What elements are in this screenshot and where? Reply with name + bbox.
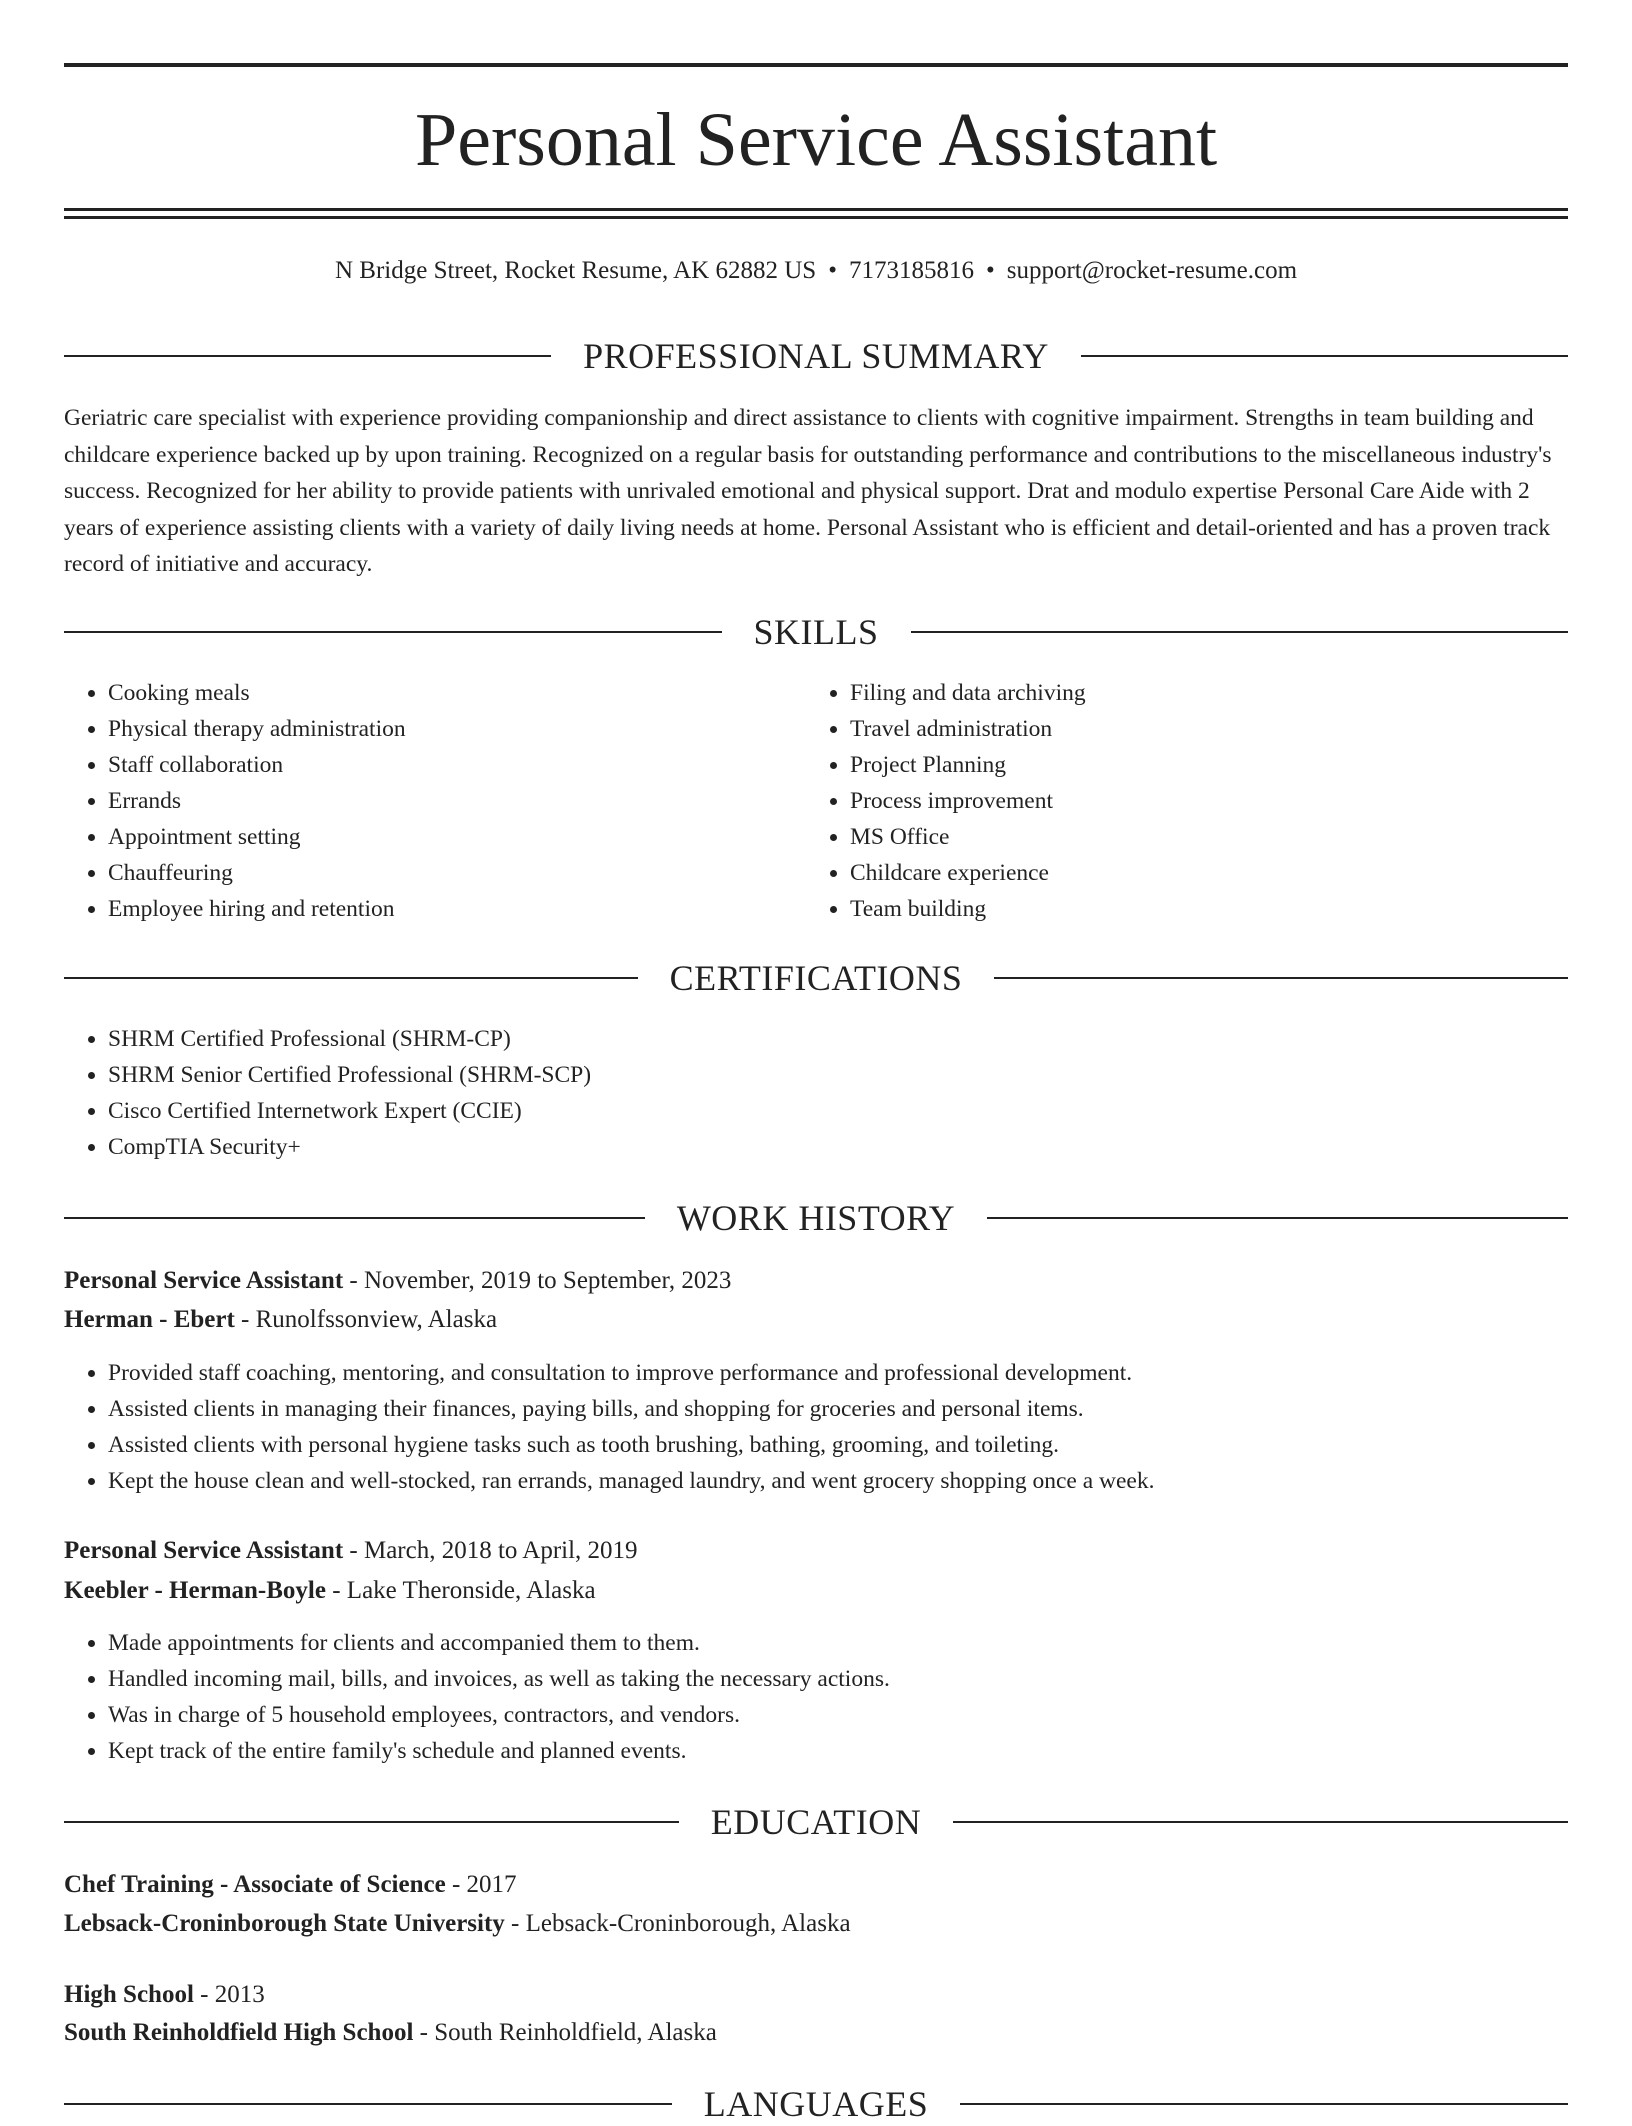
title-rule-upper bbox=[64, 208, 1568, 211]
job-title: Personal Service Assistant bbox=[64, 1267, 344, 1294]
section-heading-summary bbox=[64, 334, 1568, 378]
skill-item: • Employee hiring and retention bbox=[108, 891, 804, 927]
heading-rule-right bbox=[911, 631, 1569, 633]
education-year: - 2013 bbox=[193, 1981, 265, 2008]
job-duty-item: • Kept the house clean and well-stocked, ran errands, managed laundry, and went grocery shopping once a week. bbox=[108, 1463, 1568, 1499]
skill-item: • Team building bbox=[850, 891, 1546, 927]
contact-separator: • bbox=[828, 257, 837, 284]
contact-separator: • bbox=[985, 257, 995, 284]
skill-item: • Filing and data archiving bbox=[850, 675, 1546, 711]
skill-item: • Process improvement bbox=[850, 783, 1546, 819]
education-school-line bbox=[64, 2014, 1568, 2052]
certification-item: • CompTIA Security+ bbox=[108, 1129, 591, 1165]
section-heading-skills bbox=[64, 610, 1568, 654]
summary-text: Geriatric care specialist with experience providing companionship and direct assistance to clients with cognitive impairment. Strengths in team building and childcare experience backed up by upon training. Recognized on a regular basis for outstanding performance and contributions to the miscellaneous industry's success. Recognized for her ability to provide patients with unrivaled emotional and physical support. Drat and modulo expertise Personal Care Aide with 2 years of experience assisting clients with a variety of daily living needs at home. Personal Assistant who is efficient and detail-oriented and has a proven track record of initiative and accuracy. bbox=[64, 405, 1552, 577]
section-title-education: EDUCATION bbox=[710, 1802, 922, 1842]
title-rule-lower bbox=[64, 216, 1568, 219]
job-duty-item: • Assisted clients with personal hygiene tasks such as tooth brushing, bathing, grooming, and toileting. bbox=[108, 1427, 1568, 1463]
education-degree-line bbox=[64, 1866, 1568, 1904]
certification-item: • Cisco Certified Internetwork Expert (CCIE) bbox=[108, 1093, 591, 1129]
skill-item: • Childcare experience bbox=[850, 855, 1546, 891]
heading-rule-left bbox=[64, 1821, 679, 1823]
certification-item: • SHRM Certified Professional (SHRM-CP) bbox=[108, 1021, 591, 1057]
contact-phone: 7173185816 bbox=[848, 257, 974, 284]
section-heading-education bbox=[64, 1800, 1568, 1844]
heading-rule-left bbox=[64, 2103, 672, 2105]
skill-item: • Appointment setting bbox=[108, 819, 804, 855]
contact-address: N Bridge Street, Rocket Resume, AK 62882 US bbox=[334, 257, 817, 284]
heading-rule-right bbox=[994, 977, 1568, 979]
job-duties-list bbox=[64, 1355, 1568, 1499]
job-company-line bbox=[64, 1572, 1568, 1610]
section-title-languages: LANGUAGES bbox=[703, 2084, 929, 2124]
education-school: Lebsack-Croninborough State University bbox=[64, 1910, 505, 1937]
contact-email: support@rocket-resume.com bbox=[1006, 257, 1298, 284]
education-school: South Reinholdfield High School bbox=[64, 2019, 414, 2046]
resume-title: Personal Service Assistant bbox=[414, 98, 1218, 182]
heading-rule-left bbox=[64, 1217, 645, 1219]
skill-item: • Staff collaboration bbox=[108, 747, 804, 783]
skill-item: • MS Office bbox=[850, 819, 1546, 855]
heading-rule-left bbox=[64, 977, 638, 979]
education-degree: Chef Training - Associate of Science bbox=[64, 1871, 446, 1898]
job-duty-item: • Provided staff coaching, mentoring, and consultation to improve performance and professional development. bbox=[108, 1355, 1568, 1391]
heading-rule-right bbox=[987, 1217, 1568, 1219]
heading-rule-left bbox=[64, 631, 722, 633]
job-company-line bbox=[64, 1301, 1568, 1339]
section-heading-work-history bbox=[64, 1196, 1568, 1240]
section-title-summary: PROFESSIONAL SUMMARY bbox=[583, 336, 1049, 376]
certification-item: • SHRM Senior Certified Professional (SHRM-SCP) bbox=[108, 1057, 591, 1093]
skill-item: • Chauffeuring bbox=[108, 855, 804, 891]
section-title-work-history: WORK HISTORY bbox=[676, 1198, 956, 1238]
heading-rule-right bbox=[960, 2103, 1568, 2105]
contact-line bbox=[64, 253, 1568, 289]
job-location: - Lake Theronside, Alaska bbox=[325, 1577, 596, 1604]
job-company: Keebler - Herman-Boyle bbox=[64, 1577, 326, 1604]
job-location: - Runolfssonview, Alaska bbox=[234, 1306, 498, 1333]
top-rule bbox=[64, 63, 1568, 67]
skill-item: • Errands bbox=[108, 783, 804, 819]
education-year: - 2017 bbox=[445, 1871, 517, 1898]
section-heading-languages bbox=[64, 2082, 1568, 2126]
job-title-line bbox=[64, 1262, 1568, 1300]
heading-rule-left bbox=[64, 355, 551, 357]
section-title-certifications: CERTIFICATIONS bbox=[669, 958, 963, 998]
job-duty-item: • Kept track of the entire family's schedule and planned events. bbox=[108, 1733, 1568, 1769]
heading-rule-right bbox=[1081, 355, 1568, 357]
skills-column-right bbox=[806, 675, 1546, 927]
skill-item: • Cooking meals bbox=[108, 675, 804, 711]
job-duty-item: • Handled incoming mail, bills, and invoices, as well as taking the necessary actions. bbox=[108, 1661, 1568, 1697]
job-dates: - November, 2019 to September, 2023 bbox=[343, 1267, 732, 1294]
education-degree: High School bbox=[64, 1981, 194, 2008]
education-school-line bbox=[64, 1905, 1568, 1943]
education-location: - South Reinholdfield, Alaska bbox=[413, 2019, 717, 2046]
education-location: - Lebsack-Croninborough, Alaska bbox=[504, 1910, 851, 1937]
job-duty-item: • Was in charge of 5 household employees, contractors, and vendors. bbox=[108, 1697, 1568, 1733]
certifications-list bbox=[64, 1021, 591, 1165]
skill-item: • Travel administration bbox=[850, 711, 1546, 747]
section-heading-certifications bbox=[64, 956, 1568, 1000]
skills-column-left bbox=[64, 675, 804, 927]
job-title: Personal Service Assistant bbox=[64, 1537, 344, 1564]
skill-item: • Project Planning bbox=[850, 747, 1546, 783]
job-duty-item: • Made appointments for clients and accompanied them to them. bbox=[108, 1625, 1568, 1661]
job-title-line bbox=[64, 1532, 1568, 1570]
job-duty-item: • Assisted clients in managing their finances, paying bills, and shopping for groceries and personal items. bbox=[108, 1391, 1568, 1427]
job-company: Herman - Ebert bbox=[64, 1306, 235, 1333]
skill-item: • Physical therapy administration bbox=[108, 711, 804, 747]
heading-rule-right bbox=[953, 1821, 1568, 1823]
education-degree-line bbox=[64, 1976, 1568, 2014]
section-title-skills: SKILLS bbox=[753, 612, 879, 652]
job-duties-list bbox=[64, 1625, 1568, 1769]
job-dates: - March, 2018 to April, 2019 bbox=[343, 1537, 638, 1564]
